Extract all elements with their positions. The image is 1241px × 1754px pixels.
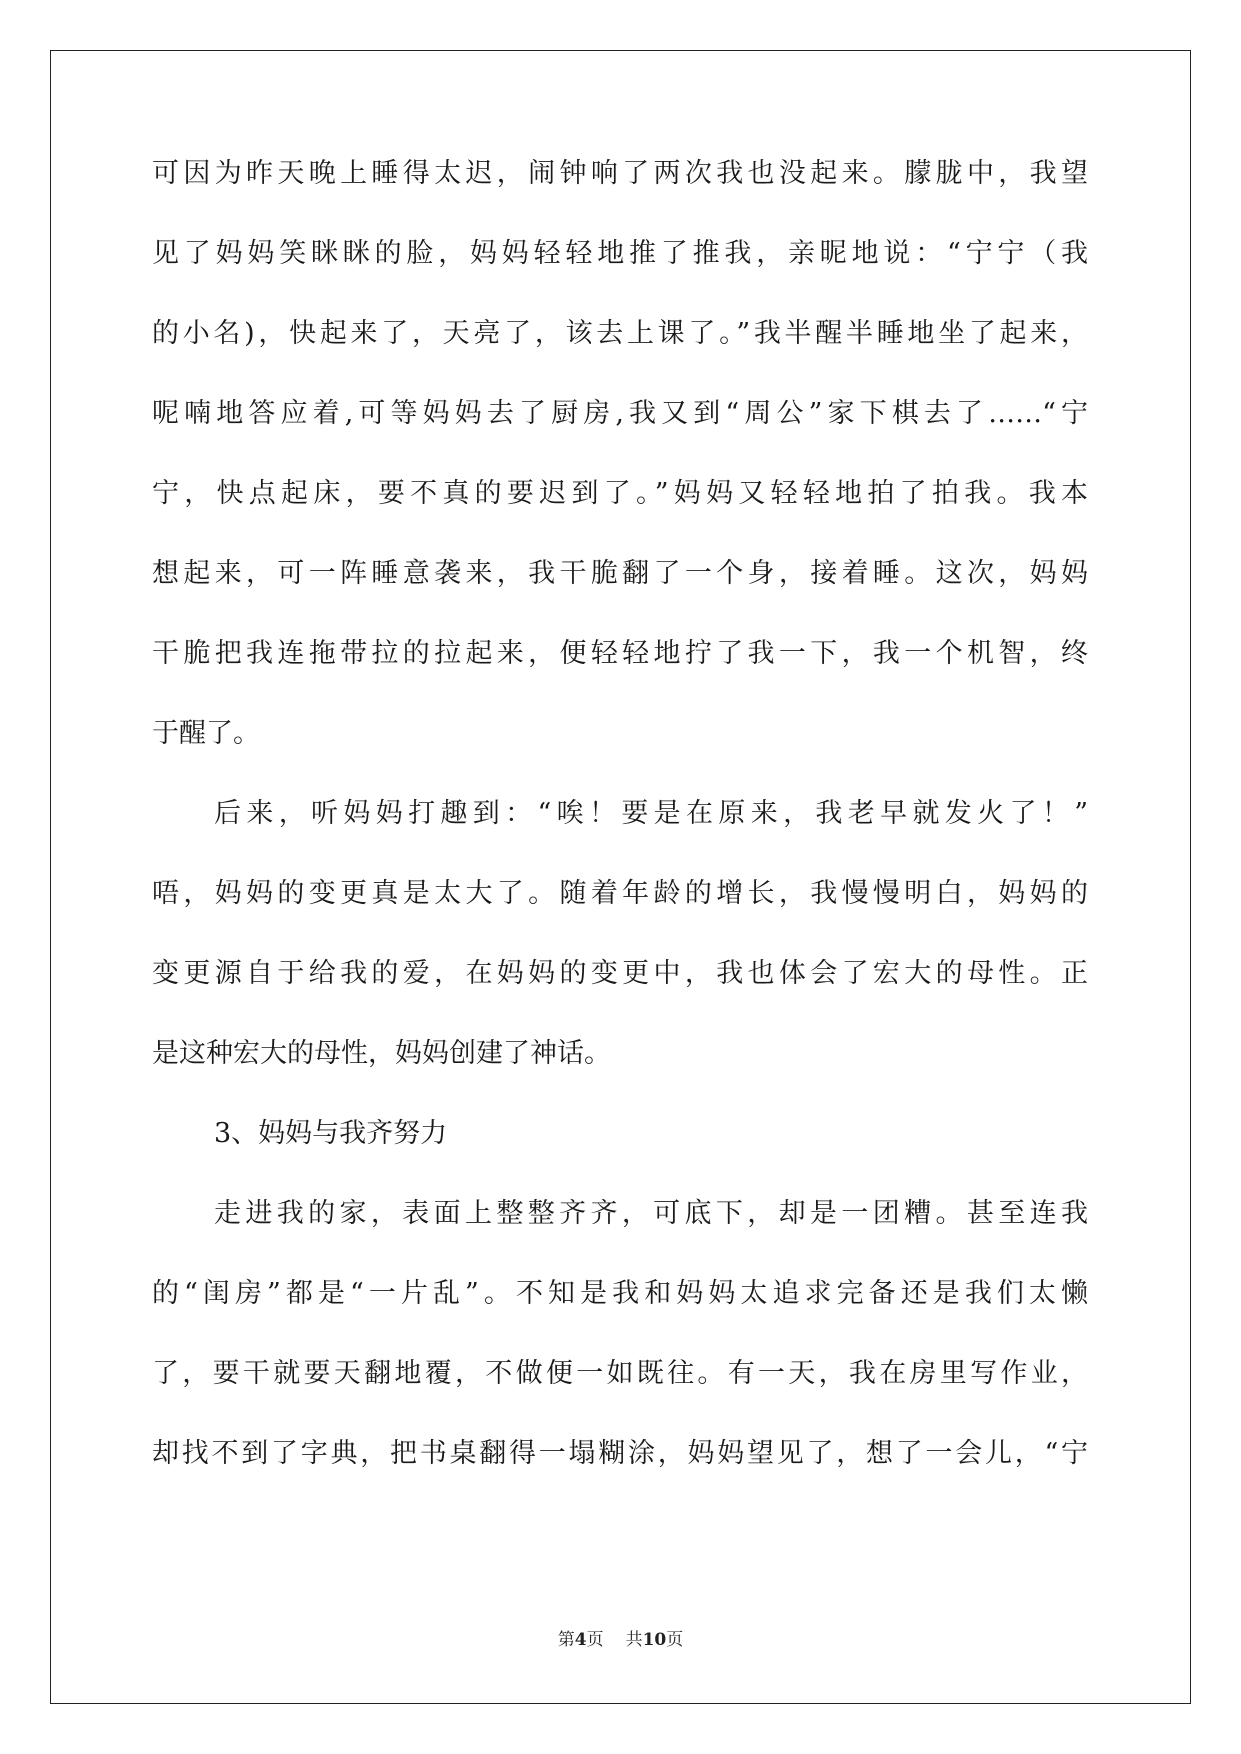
total-prefix: 共 xyxy=(625,1630,643,1650)
text-line: 的“闺房”都是“一片乱”。不知是我和妈妈太追求完备还是我们太懒 xyxy=(152,1278,1088,1309)
page-suffix: 页 xyxy=(586,1630,604,1650)
text-line: 走进我的家，表面上整整齐齐，可底下，却是一团糟。甚至连我 xyxy=(214,1198,1088,1229)
text-line: 宁，快点起床，要不真的要迟到了。”妈妈又轻轻地拍了拍我。我本 xyxy=(152,478,1088,509)
text-line: 却找不到了字典，把书桌翻得一塌糊涂，妈妈望见了，想了一会儿，“宁 xyxy=(152,1438,1088,1469)
text-line: 3、妈妈与我齐努力 xyxy=(214,1118,448,1149)
text-line: 于醒了。 xyxy=(152,718,260,749)
text-line: 了，要干就要天翻地覆，不做便一如既往。有一天，我在房里写作业， xyxy=(152,1358,1088,1389)
text-line: 见了妈妈笑眯眯的脸，妈妈轻轻地推了推我，亲昵地说：“宁宁（我 xyxy=(152,238,1088,269)
text-line: 干脆把我连拖带拉的拉起来，便轻轻地拧了我一下，我一个机智，终 xyxy=(152,638,1088,669)
text-line: 变更源自于给我的爱，在妈妈的变更中，我也体会了宏大的母性。正 xyxy=(152,958,1088,989)
page-number: 4 xyxy=(574,1630,587,1650)
total-pages: 10 xyxy=(642,1630,667,1650)
page-prefix: 第 xyxy=(557,1630,575,1650)
page-footer xyxy=(0,1625,1241,1650)
total-suffix: 页 xyxy=(666,1630,684,1650)
text-line: 的小名)，快起来了，天亮了，该去上课了。”我半醒半睡地坐了起来， xyxy=(152,318,1088,349)
text-line: 后来，听妈妈打趣到：“唉！要是在原来，我老早就发火了！” xyxy=(214,798,1088,829)
text-line: 唔，妈妈的变更真是太大了。随着年龄的增长，我慢慢明白，妈妈的 xyxy=(152,878,1088,909)
text-line: 可因为昨天晚上睡得太迟，闹钟响了两次我也没起来。朦胧中，我望 xyxy=(152,158,1088,189)
text-line: 想起来，可一阵睡意袭来，我干脆翻了一个身，接着睡。这次，妈妈 xyxy=(152,558,1088,589)
document-body xyxy=(152,154,1088,1514)
text-line: 呢喃地答应着,可等妈妈去了厨房,我又到“周公”家下棋去了……“宁 xyxy=(152,398,1088,429)
text-line: 是这种宏大的母性，妈妈创建了神话。 xyxy=(152,1038,611,1069)
